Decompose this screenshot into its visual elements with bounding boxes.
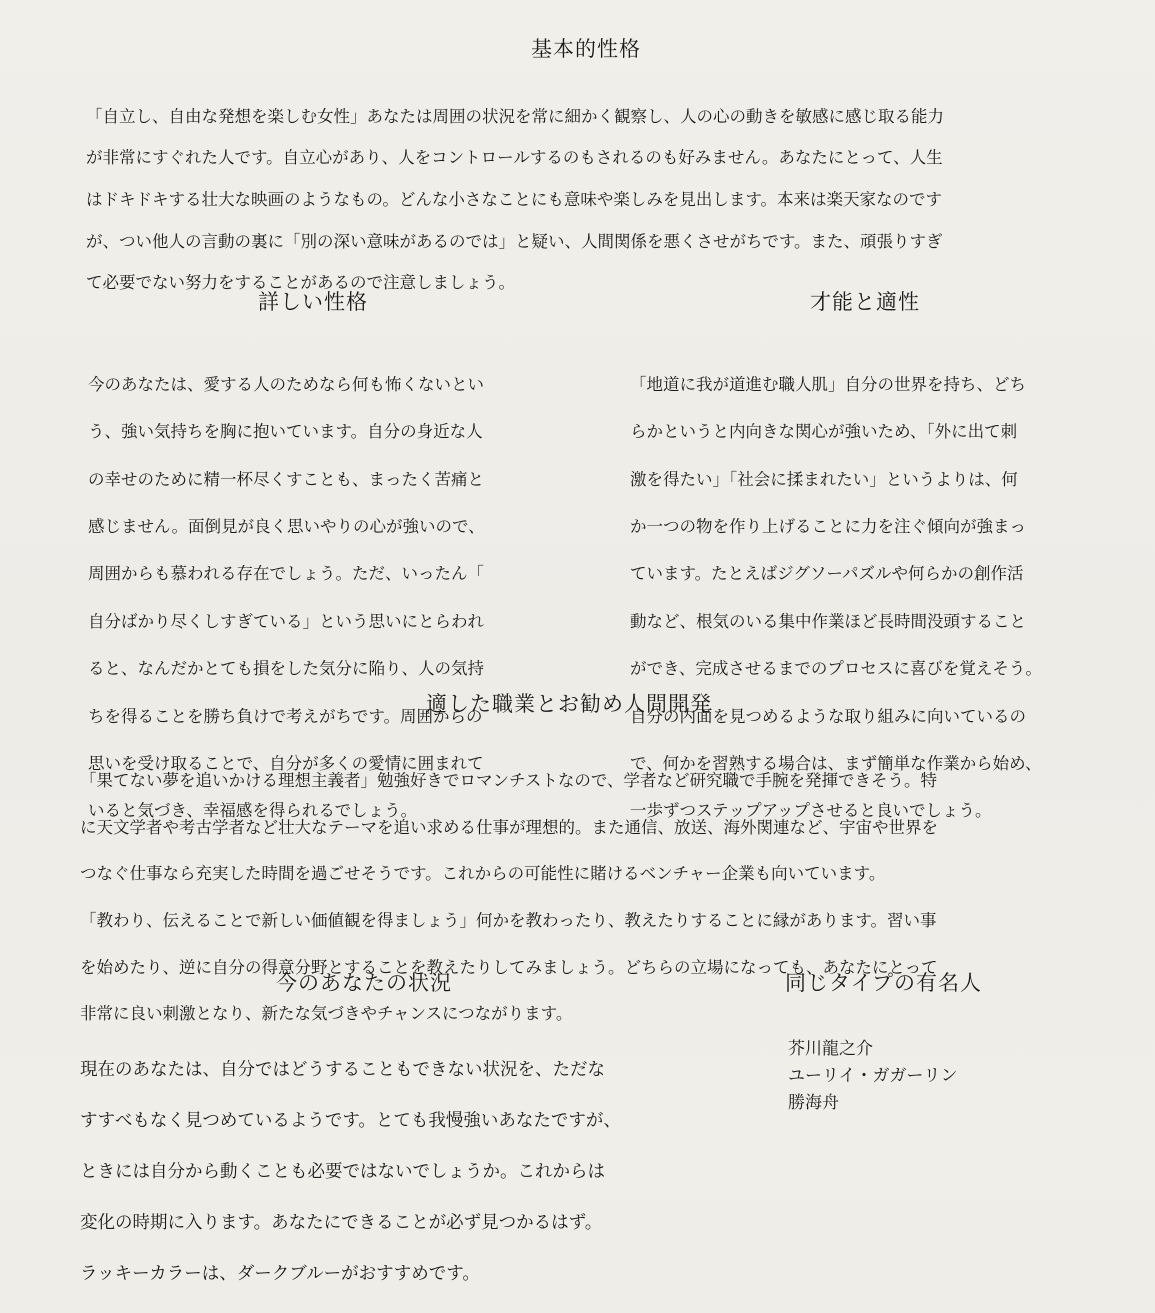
text-line: 一歩ずつステップアップさせると良いでしょう。 [630,801,992,821]
text-line: を始めたり、逆に自分の得意分野とすることを教えたりしてみましょう。どちらの立場になっても、あなたにとって [80,957,938,977]
career-development-heading: 適した職業とお勧め人間開発 [426,692,712,716]
text-line: 周囲からも慕われる存在でしょう。ただ、いったん「 [88,564,484,584]
text-line: 思いを受け取ることで、自分が多くの愛情に囲まれて [88,753,484,773]
talent-aptitude-heading: 才能と適性 [810,290,920,314]
text-line: 激を得たい」「社会に揉まれたい」というよりは、何 [630,469,1018,489]
current-situation-heading: 今のあなたの状況 [276,971,452,995]
text-line: 「地道に我が道進む職人肌」自分の世界を持ち、どち [630,374,1026,394]
text-line: ラッキーカラーは、ダークブルーがおすすめです。 [80,1263,480,1284]
text-line: 現在のあなたは、自分ではどうすることもできない状況を、ただな [80,1059,605,1080]
text-line: つなぐ仕事なら充実した時間を過ごせそうです。これからの可能性に賭けるベンチャー企業も向いています。 [80,864,886,884]
text-line: の幸せのために精一杯尽くすことも、まったく苦痛と [88,469,484,489]
text-line: 「教わり、伝えることで新しい価値観を得ましょう」何かを教わったり、教えたりすることに縁があります。習い事 [80,911,937,931]
text-line: 今のあなたは、愛する人のためなら何も怖くないとい [88,374,484,394]
famous-person-name: 勝海舟 [788,1093,839,1113]
famous-people-heading: 同じタイプの有名人 [785,971,982,995]
text-line: に天文学者や考古学者など壮大なテーマを追い求める仕事が理想的。また通信、放送、海外関連など、宇宙や世界を [80,817,938,837]
text-line: が非常にすぐれた人です。自立心があり、人をコントロールするのもされるのも好みません。あなたにとって、人生 [86,148,943,168]
basic-personality-text [86,86,944,315]
current-situation-text [80,1032,621,1313]
text-line: 変化の時期に入ります。あなたにできることが必ず見つかるはず。 [80,1212,603,1233]
detailed-personality-heading: 詳しい性格 [258,290,368,314]
famous-person-name: ユーリイ・ガガーリン [788,1066,958,1086]
text-line: 感じません。面倒見が良く思いやりの心が強いので、 [88,516,485,536]
basic-personality-heading: 基本的性格 [531,37,641,61]
text-line: 「自立し、自由な発想を楽しむ女性」あなたは周囲の状況を常に細かく観察し、人の心の動きを敏感に感じ取る能力 [86,106,944,126]
career-development-text [80,746,938,1049]
text-line: う、強い気持ちを胸に抱いています。自分の身近な人 [88,422,483,442]
famous-person-name: 芥川龍之介 [788,1039,873,1059]
text-line: 非常に良い刺激となり、新たな気づきやチャンスにつながります。 [80,1004,573,1024]
famous-people-list [788,1036,958,1117]
text-line: ています。たとえばジグソーパズルや何らかの創作活 [630,564,1024,584]
text-line: いると気づき、幸福感を得られるでしょう。 [88,801,418,821]
text-line: が、つい他人の言動の裏に「別の深い意味があるのでは」と疑い、人間関係を悪くさせがちです。また、頑張りすぎ [86,231,943,251]
text-line: て必要でない努力をすることがあるので注意しましょう。 [86,273,515,293]
text-line: 自分の内面を見つめるような取り組みに向いているの [630,706,1026,726]
text-line: ちを得ることを勝ち負けで考えがちです。周囲からの [88,706,483,726]
text-line: ときには自分から動くことも必要ではないでしょうか。これからは [80,1161,605,1182]
text-line: ができ、完成させるまでのプロセスに喜びを覚えそう。 [630,659,1042,679]
text-line: か一つの物を作り上げることに力を注ぐ傾向が強まっ [630,516,1026,536]
text-line: 「果てない夢を追いかける理想主義者」勉強好きでロマンチストなので、学者など研究職で手腕を発揮できそう。特 [80,771,938,791]
text-line: らかというと内向きな関心が強いため、「外に出て刺 [630,422,1018,442]
text-line: 動など、根気のいる集中作業ほど長時間没頭すること [630,611,1026,631]
text-line: はドキドキする壮大な映画のようなもの。どんな小さなことにも意味や楽しみを見出します。本来は楽天家なのです [86,189,943,209]
text-line: すすべもなく見つめているようです。とても我慢強いあなたですが、 [80,1110,621,1131]
text-line: 自分ばかり尽くしすぎている」という思いにとらわれ [88,611,484,631]
text-line: ると、なんだかとても損をした気分に陥り、人の気持 [88,659,484,679]
text-line: で、何かを習熟する場合は、まず簡単な作業から始め、 [630,753,1042,773]
